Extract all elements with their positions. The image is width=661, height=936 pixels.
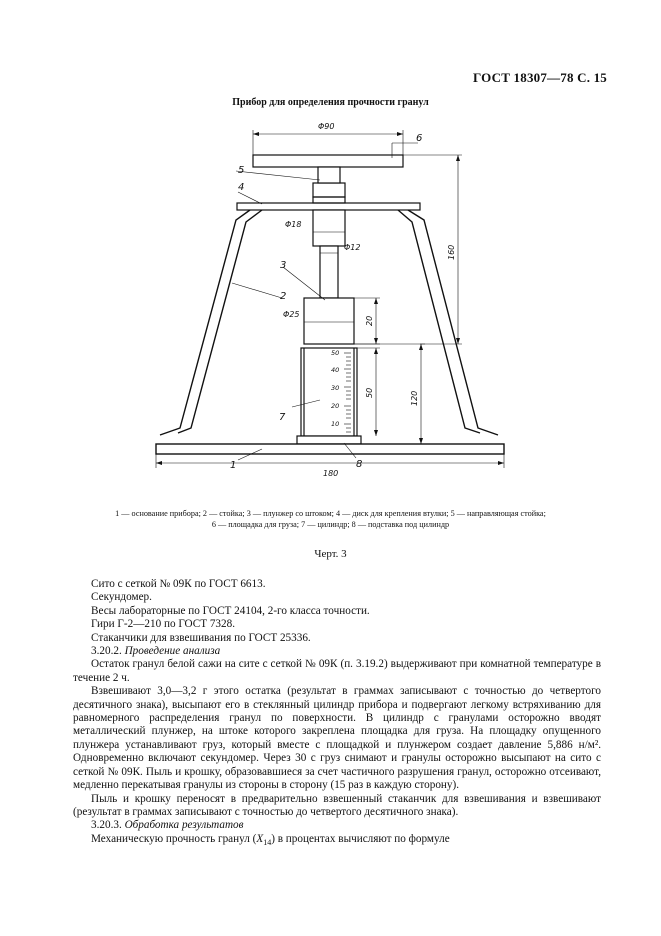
paragraph-formula-intro: [73, 833, 601, 850]
scale-label-10: 10: [331, 420, 340, 428]
dim-height-50: 50: [365, 387, 374, 398]
figure-title: Прибор для определения прочности гранул: [232, 97, 429, 108]
plunger: [304, 298, 354, 344]
formula-intro-text: Механическую прочность гранул (: [91, 832, 257, 845]
guide-bushing: [313, 183, 345, 197]
device-base: [156, 444, 504, 454]
part-number-4: 4: [238, 182, 245, 193]
scale-label-40: 40: [331, 366, 340, 374]
dim-width-180: 180: [323, 469, 339, 478]
dim-diameter-18: Φ18: [285, 220, 302, 229]
paragraph-sieve: Сито с сеткой № 09К по ГОСТ 6613.: [91, 578, 266, 590]
scale-label-50: 50: [331, 349, 340, 357]
paragraph-weights: Гири Г-2—210 по ГОСТ 7328.: [91, 618, 236, 631]
figure-caption: [58, 508, 603, 530]
caption-line-1: 1 — основание прибора; 2 — стойка; 3 — плунжер со штоком; 4 — диск для крепления втулки; 5 — направляющая стойка;: [115, 509, 546, 518]
variable-subscript: 14: [263, 837, 272, 847]
part-number-2: 2: [280, 291, 287, 302]
body-text: [73, 578, 601, 849]
scale-label-30: 30: [331, 384, 340, 392]
paragraph-cups: Стаканчики для взвешивания по ГОСТ 25336.: [91, 631, 311, 644]
load-platform: [253, 155, 403, 167]
section-number: 3.20.2.: [91, 645, 122, 658]
part-number-3: 3: [280, 260, 287, 271]
figure-label: Черт. 3: [314, 548, 347, 560]
cylinder-support: [297, 436, 361, 444]
dim-diameter-25: Φ25: [283, 310, 300, 319]
scale-label-20: 20: [331, 402, 340, 410]
dim-height-160: 160: [447, 244, 456, 260]
dim-diameter-90: Φ90: [318, 122, 335, 131]
device-drawing: [0, 110, 661, 478]
caption-line-2: 6 — площадка для груза; 7 — цилиндр; 8 — подставка под цилиндр: [211, 520, 450, 529]
part-number-1: 1: [230, 460, 237, 471]
paragraph-dust: Пыль и крошку переносят в предварительно взвешенный стаканчик для взвешивания и взвешивают (результат в граммах записывают с точностью до четвертого десятичного знака).: [73, 792, 601, 818]
formula-intro-text-end: ) в процентах вычисляют по формуле: [271, 832, 450, 845]
paragraph-scales: Весы лабораторные по ГОСТ 24104, 2-го класса точности.: [91, 604, 370, 617]
section-title: Проведение анализа: [124, 645, 221, 658]
section-heading-analysis: [73, 645, 601, 658]
section-number: 3.20.3.: [91, 819, 122, 832]
plunger-stem: [320, 246, 338, 298]
part-number-7: 7: [279, 412, 286, 423]
dim-diameter-12: Φ12: [344, 243, 361, 252]
paragraph-weighing: Взвешивают 3,0—3,2 г этого остатка (результат в граммах записывают с точностью до четвертого десятичного знака), высыпают его в стеклянный цилиндр прибора и подвергают легкому встряхиванию для равномерного распределения гранул по поверхности. В цилиндр с гранулами осторожно вводят металлический плунжер, на штоке которого закреплена площадка для груза. На площадку опущенного плунжера устанавливают груз, который вместе с площадкой и плунжером создает давление 5,886 н/м². Одновременно включают секундомер. Через 30 с груз снимают и гранулы осторожно высыпают на сито с сеткой № 09К. Пыль и крошку, образовавшиеся за счет частичного разрушения гранул, осторожно отсеивают, медленно перекатывая гранулы из стороны в сторону (15 раз в каждую сторону).: [73, 685, 601, 792]
section-heading-results: [73, 819, 601, 832]
page-header: ГОСТ 18307—78 С. 15: [473, 70, 607, 85]
paragraph-residue: Остаток гранул белой сажи на сите с сеткой № 09К (п. 3.19.2) выдерживают при комнатной температуре в течение 2 ч.: [73, 658, 601, 684]
variable-x: X: [256, 832, 264, 845]
dim-height-20: 20: [365, 315, 374, 326]
part-number-5: 5: [238, 165, 245, 176]
paragraph-stopwatch: Секундомер.: [91, 591, 152, 604]
section-title: Обработка результатов: [124, 819, 244, 832]
part-number-6: 6: [416, 133, 423, 144]
mounting-disk: [237, 203, 420, 210]
dim-height-120: 120: [410, 390, 419, 406]
part-number-8: 8: [356, 459, 363, 470]
